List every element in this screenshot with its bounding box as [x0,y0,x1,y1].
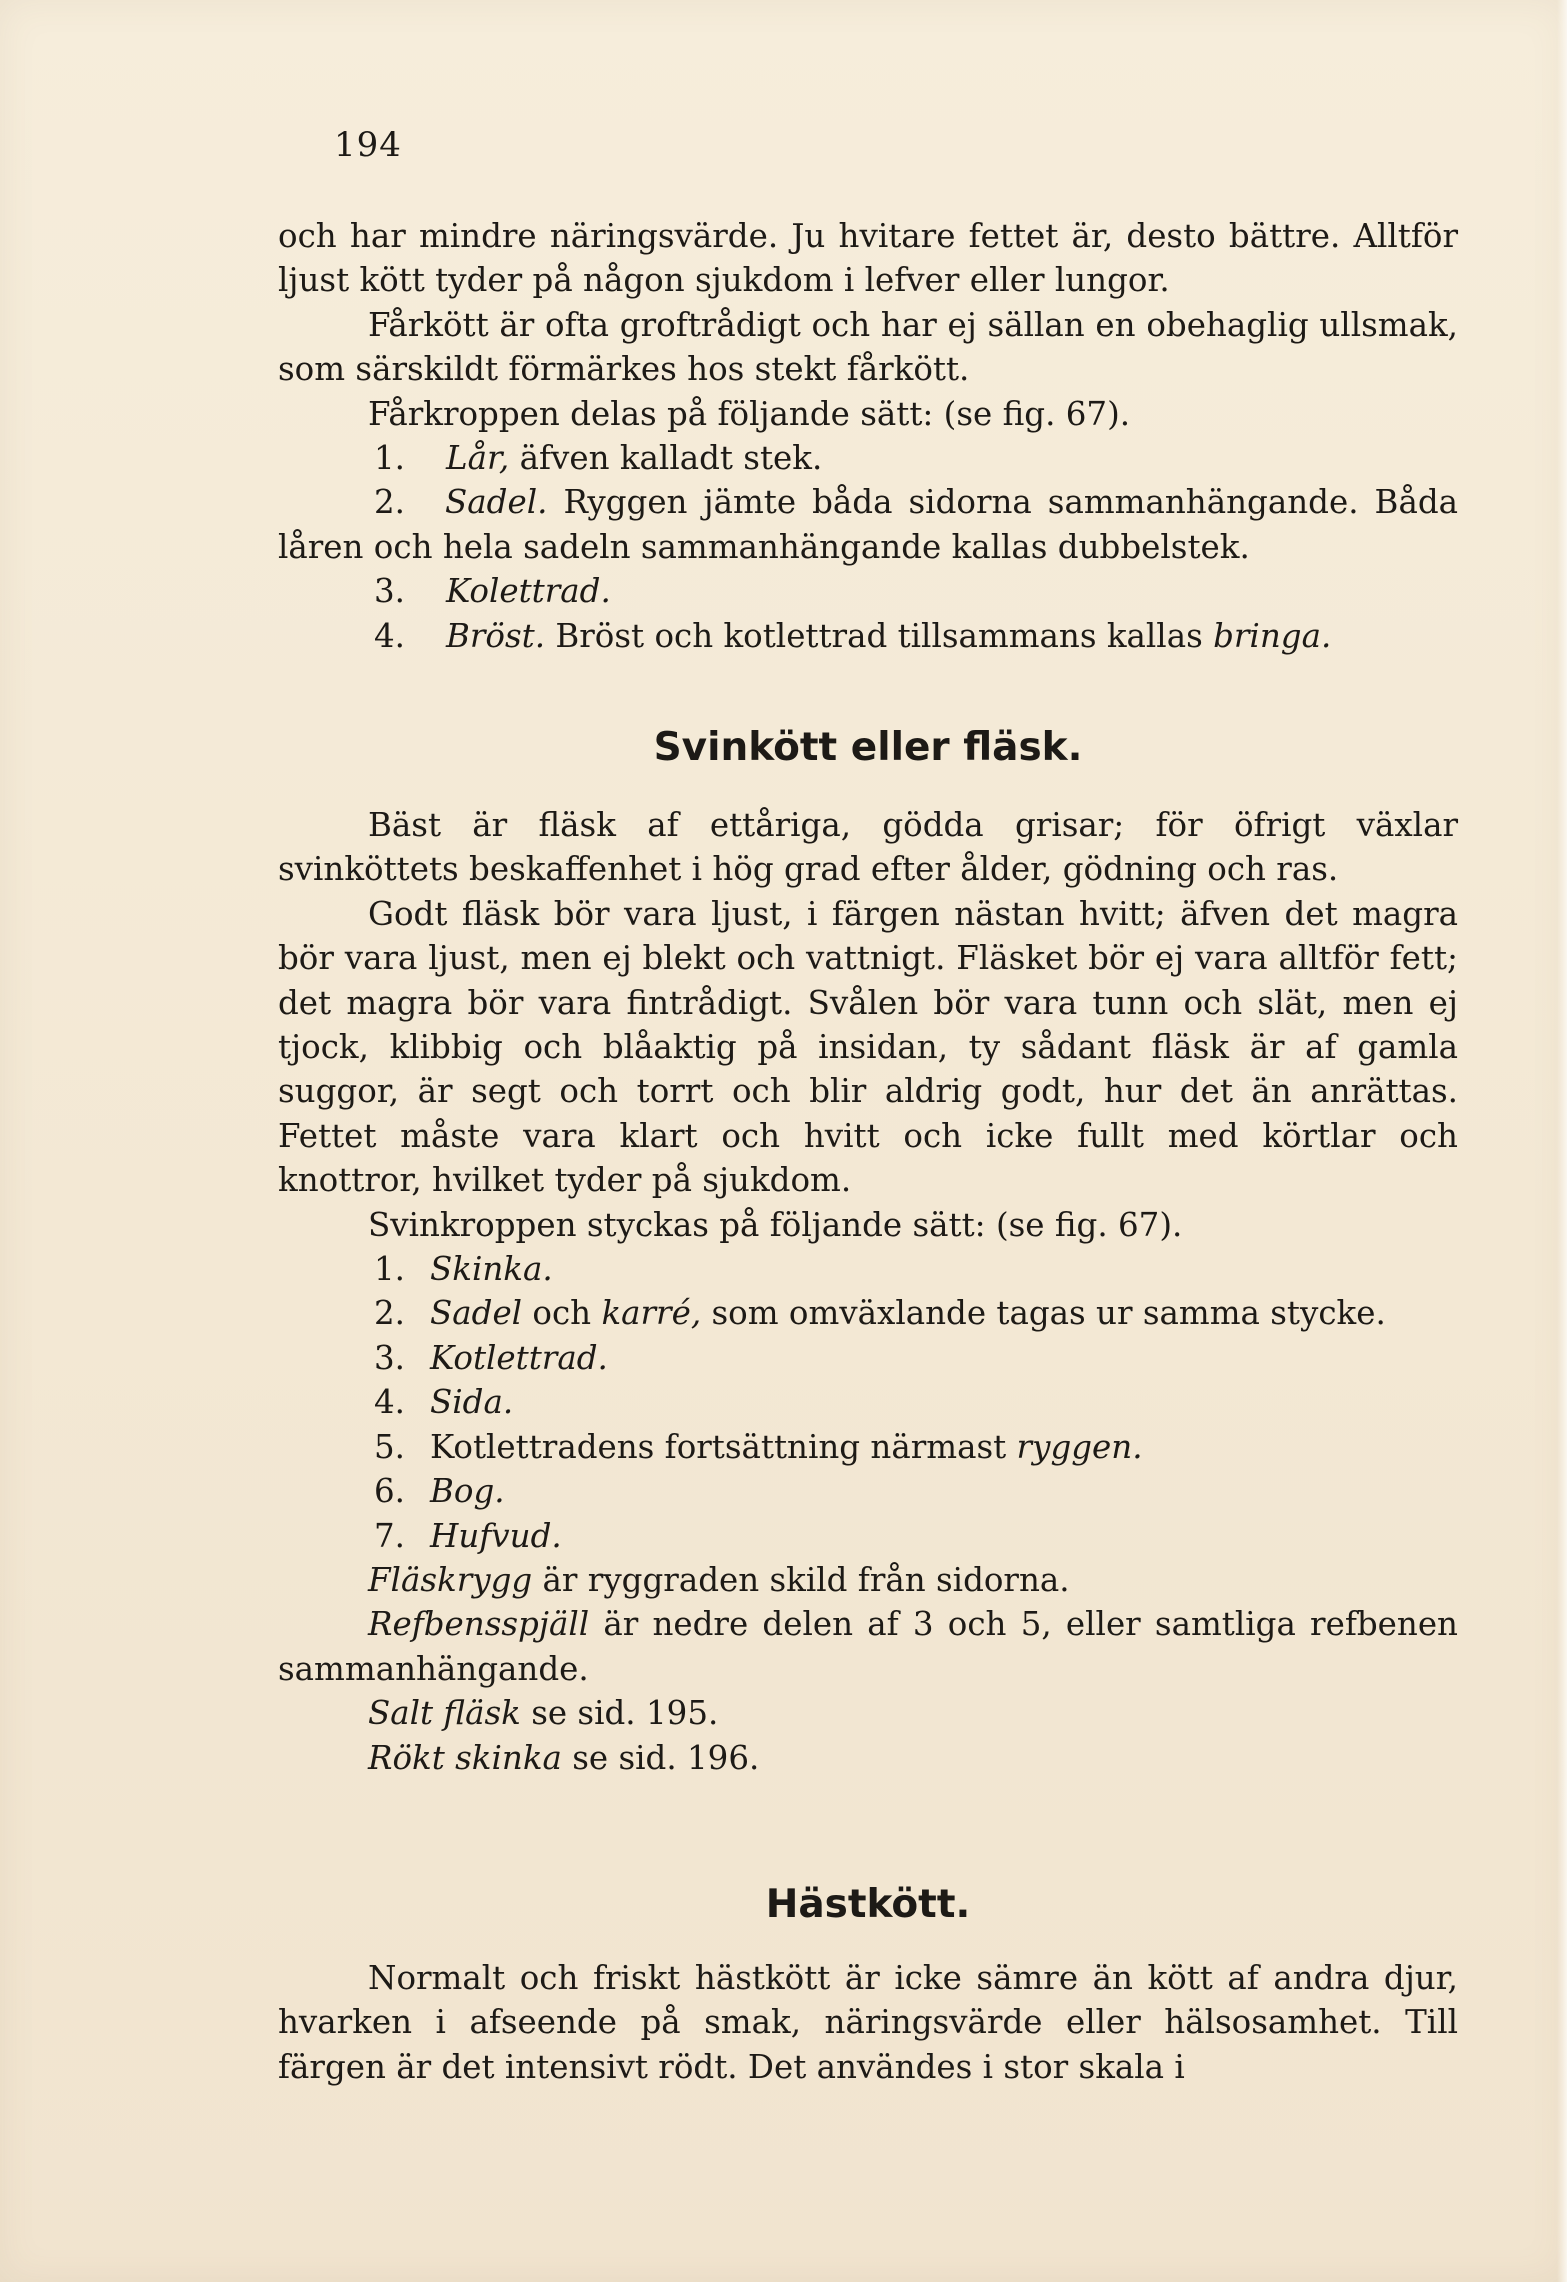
list-item: 1. Skinka. [374,1250,553,1289]
list-item: 2. Sadel och karré, som omväxlande tagas ur samma stycke. [374,1294,1386,1333]
list-item: 3. Kotlettrad. [374,1338,608,1377]
list-item: 1. Lår, äfven kalladt stek. [374,439,823,478]
definition: Fläskrygg är ryggraden skild från sidorna. [368,1560,1070,1599]
list-item: 4. Sida. [374,1383,514,1422]
cross-reference: Rökt skinka se sid. 196. [368,1738,760,1777]
paragraph: Fårkroppen delas på följande sätt: (se fig. 67). [368,394,1131,433]
cross-reference: Salt fläsk se sid. 195. [368,1694,719,1733]
section-farkott [278,214,1458,658]
list-item: 3. Kolettrad. [374,572,611,611]
paragraph: Svinkroppen styckas på följande sätt: (se fig. 67). [368,1205,1183,1244]
section-heading: Hästkött. [765,1882,971,1927]
page-number: 194 [334,125,402,165]
paragraph: Godt fläsk bör vara ljust, i färgen nästan hvitt; äfven det magra bör vara ljust, men ej blekt och vattnigt. Fläsket bör ej vara alltför fett; det magra bör vara fintrådigt. Svålen bör vara tunn och slät, men ej tjock, klibbig och blåaktig på insidan, ty sådant fläsk är af gamla suggor, är segt och torrt och blir aldrig godt, hur det än anrättas. Fettet måste vara klart och hvitt och icke fullt med körtlar och knottror, hvilket tyder på sjukdom. [278,894,1458,1200]
page-edge [1557,0,1567,2282]
paragraph: och har mindre näringsvärde. Ju hvitare fettet är, desto bättre. Alltför ljust kött tyder på någon sjukdom i lefver eller lungor. [278,217,1458,300]
section-hastkott [278,1956,1458,2089]
list-item: 7. Hufvud. [374,1516,562,1555]
list-item: 6. Bog. [374,1472,505,1511]
section-heading: Svinkött eller fläsk. [653,725,1083,770]
list-item: 4. Bröst. Bröst och kotlettrad tillsammans kallas bringa. [374,616,1332,655]
paragraph: Bäst är fläsk af ettåriga, gödda grisar; för öfrigt växlar svinköttets beskaffenhet i hög grad efter ålder, gödning och ras. [278,806,1458,889]
paragraph: Fårkött är ofta groftrådigt och har ej sällan en obehaglig ullsmak, som särskildt förmärkes hos stekt fårkött. [278,305,1458,389]
list-item: 2. Sadel. Ryggen jämte båda sidorna sammanhängande. Båda låren och hela sadeln sammanhängande kallas dubbelstek. [278,483,1458,566]
section-svinkott [278,803,1458,1780]
paragraph: Normalt och friskt hästkött är icke sämre än kött af andra djur, hvarken i afseende på smak, näringsvärde eller hälsosamhet. Till färgen är det intensivt rödt. Det användes i stor skala i [278,1959,1458,2086]
list-item: 5. Kotlettradens fortsättning närmast ryggen. [374,1427,1143,1466]
definition: Refbensspjäll är nedre delen af 3 och 5, eller samtliga refbenen sammanhängande. [278,1605,1458,1688]
